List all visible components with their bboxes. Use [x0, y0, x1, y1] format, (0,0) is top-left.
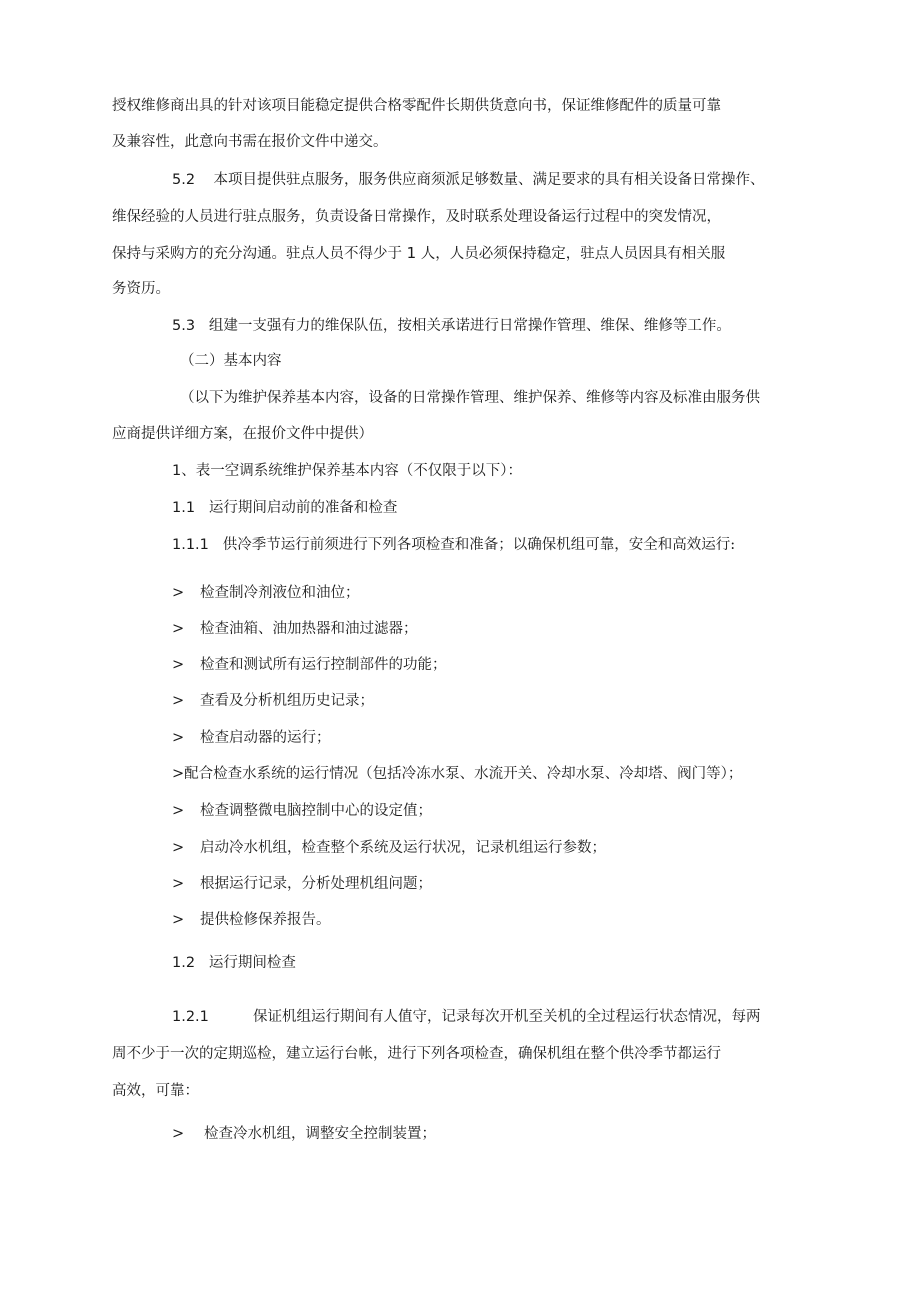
list-item	[172, 583, 360, 603]
section-text: 运行期间检查	[208, 955, 296, 971]
paragraph-line: （以下为维护保养基本内容，设备的日常操作管理、维护保养、维修等内容及标准由服务供	[180, 390, 760, 406]
list-item-text: 检查油箱、油加热器和油过滤器；	[200, 621, 418, 637]
section-text: 供冷季节运行前须进行下列各项检查和准备；以确保机组可靠，安全和高效运行:	[222, 537, 736, 553]
paragraph-line: 授权维修商出具的针对该项目能稳定提供合格零配件长期供货意向书，保证维修配件的质量可靠	[112, 98, 721, 114]
list-item-text: 检查调整微电脑控制中心的设定值；	[200, 803, 432, 819]
section-text: 、表一空调系统维护保养基本内容（不仅限于以下）：	[181, 463, 522, 479]
section-1-1-1-line	[172, 535, 735, 555]
list-item-text: 提供检修保养报告。	[200, 912, 331, 928]
number-fragment: 1	[406, 244, 417, 262]
section-number: 1.1.1	[172, 537, 209, 553]
list-item	[172, 691, 374, 711]
chevron-right-icon: >	[172, 693, 185, 709]
list-item	[172, 838, 606, 858]
text-fragment: 人，人员必须保持稳定，驻点人员因具有相关服	[420, 246, 726, 262]
section-number: 1	[172, 463, 182, 479]
paragraph-line: 高效，可靠：	[112, 1083, 199, 1099]
text-fragment: 保持与采购方的充分沟通。驻点人员不得少于	[112, 246, 402, 262]
list-item-text: 启动冷水机组，检查整个系统及运行状况，记录机组运行参数；	[200, 840, 606, 856]
chevron-right-icon: >	[172, 585, 185, 601]
list-item	[172, 874, 432, 894]
chevron-right-icon: >	[172, 876, 185, 892]
list-item-text: 查看及分析机组历史记录；	[200, 693, 374, 709]
chevron-right-icon: >	[172, 621, 185, 637]
list-item-text: 检查和测试所有运行控制部件的功能；	[200, 657, 447, 673]
section-1-2-line	[172, 953, 296, 973]
chevron-right-icon: >	[172, 912, 185, 928]
list-item-text: 检查制冷剂液位和油位；	[200, 585, 360, 601]
section-text: 组建一支强有力的维保队伍，按相关承诺进行日常操作管理、维保、维修等工作。	[208, 318, 731, 334]
paragraph-line: 务资历。	[112, 281, 170, 297]
section-5-2-line	[172, 170, 765, 190]
section-text: 保证机组运行期间有人值守，记录每次开机至关机的全过程运行状态情况，每两	[253, 1009, 761, 1025]
list-item-text: 检查冷水机组，调整安全控制装置；	[204, 1126, 436, 1142]
list-item-text: 根据运行记录，分析处理机组问题；	[200, 876, 432, 892]
chevron-right-icon: >	[172, 657, 185, 673]
chevron-right-icon: >	[172, 1126, 185, 1142]
section-5-3-line	[172, 316, 731, 336]
section-text: 运行期间启动前的准备和检查	[208, 500, 398, 516]
section-number: 1.2	[172, 955, 196, 971]
chevron-right-icon: >	[172, 840, 185, 856]
paragraph-line: 及兼容性，此意向书需在报价文件中递交。	[112, 134, 388, 150]
section-number: 1.2.1	[172, 1009, 209, 1025]
paragraph-line: 周不少于一次的定期巡检，建立运行台帐，进行下列各项检查，确保机组在整个供冷季节都运行	[112, 1046, 721, 1062]
list-item	[172, 728, 331, 748]
list-item	[172, 910, 331, 930]
list-item-text: 配合检查水系统的运行情况（包括冷冻水泵、水流开关、冷却水泵、冷却塔、阀门等）；	[184, 766, 743, 782]
section-1-1-line	[172, 498, 397, 518]
section-number: 1.1	[172, 500, 196, 516]
paragraph-line	[112, 243, 725, 264]
paragraph-line: 应商提供详细方案，在报价文件中提供）	[112, 426, 373, 442]
section-number: 5.3	[172, 318, 196, 334]
chevron-right-icon: >	[172, 803, 185, 819]
section-text: 本项目提供驻点服务，服务供应商须派足够数量、满足要求的具有相关设备日常操作、	[213, 172, 765, 188]
section-1-2-1-line	[172, 1007, 209, 1027]
list-item	[172, 619, 418, 639]
list-item	[172, 1124, 436, 1144]
list-item	[172, 801, 432, 821]
paragraph-line: 维保经验的人员进行驻点服务，负责设备日常操作，及时联系处理设备运行过程中的突发情况，	[112, 209, 721, 225]
section-number: 5.2	[172, 172, 196, 188]
list-item-text: 检查启动器的运行；	[200, 730, 331, 746]
chevron-right-icon: >	[172, 730, 185, 746]
list-item	[172, 655, 447, 675]
list-item	[172, 764, 742, 784]
subheading: （二）基本内容	[180, 353, 282, 369]
table-heading	[172, 461, 522, 481]
chevron-right-icon: >	[172, 766, 185, 782]
